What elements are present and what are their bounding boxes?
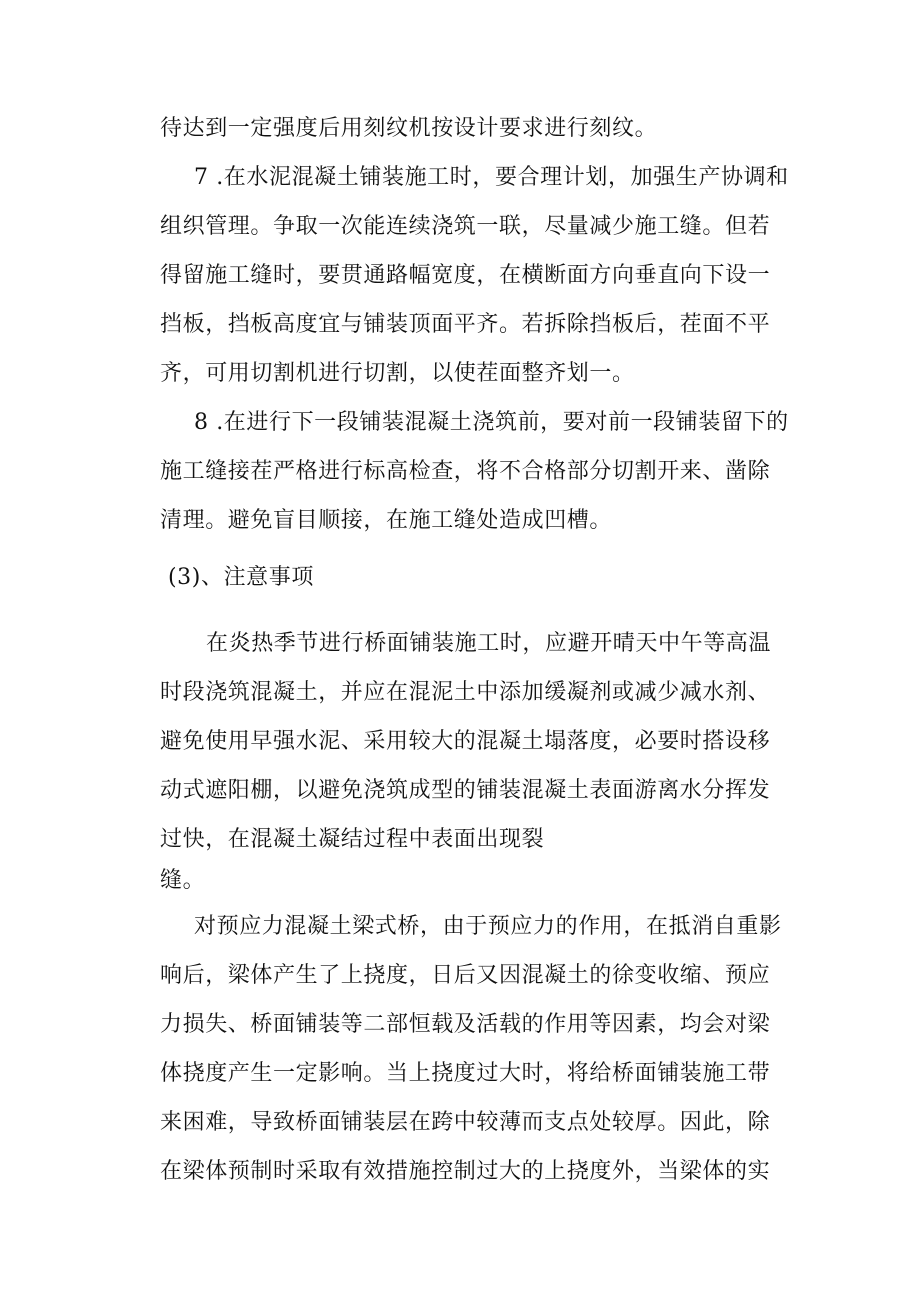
text-line: 7 .在水泥混凝土铺装施工时，要合理计划，加强生产协调和: [194, 165, 789, 190]
text-line: 体挠度产生一定影响。当上挠度过大时，将给桥面铺装施工带: [160, 1061, 771, 1086]
text-line: 挡板，挡板高度宜与铺装顶面平齐。若拆除挡板后，茬面不平: [160, 312, 771, 337]
text-line: 齐，可用切割机进行切割，以使茬面整齐划一。: [160, 361, 635, 386]
text-line: 得留施工缝时，要贯通路幅宽度，在横断面方向垂直向下设一: [160, 263, 771, 288]
text-line: 动式遮阳棚，以避免浇筑成型的铺装混凝土表面游离水分挥发: [160, 778, 771, 803]
text-line: 避免使用早强水泥、采用较大的混凝土塌落度，必要时搭设移: [160, 729, 771, 754]
text-line: 缝。: [160, 868, 206, 893]
text-line: 在炎热季节进行桥面铺装施工时，应避开晴天中午等高温: [206, 631, 772, 656]
text-line: 力损失、桥面铺装等二部恒载及活载的作用等因素，均会对梁: [160, 1012, 771, 1037]
text-line: 清理。避免盲目顺接，在施工缝处造成凹槽。: [160, 508, 613, 533]
text-line: 响后，梁体产生了上挠度，日后又因混凝土的徐变收缩、预应: [160, 963, 771, 988]
text-line: 在梁体预制时采取有效措施控制过大的上挠度外，当梁体的实: [160, 1159, 771, 1184]
section-heading: (3)、注意事项: [168, 565, 314, 590]
text-line: 施工缝接茬严格进行标高检查，将不合格部分切割开来、凿除: [160, 459, 771, 484]
text-line: 过快，在混凝土凝结过程中表面出现裂: [160, 827, 545, 852]
text-line: 对预应力混凝土梁式桥，由于预应力的作用，在抵消自重影: [194, 914, 782, 939]
text-line: 时段浇筑混凝土，并应在混泥土中添加缓凝剂或减少减水剂、: [160, 680, 771, 705]
text-line: 8 .在进行下一段铺装混凝土浇筑前，要对前一段铺装留下的: [194, 410, 789, 435]
text-line: 待达到一定强度后用刻纹机按设计要求进行刻纹。: [160, 116, 658, 141]
text-line: 来困难，导致桥面铺装层在跨中较薄而支点处较厚。因此，除: [160, 1110, 771, 1135]
text-line: 组织管理。争取一次能连续浇筑一联，尽量减少施工缝。但若: [160, 214, 771, 239]
